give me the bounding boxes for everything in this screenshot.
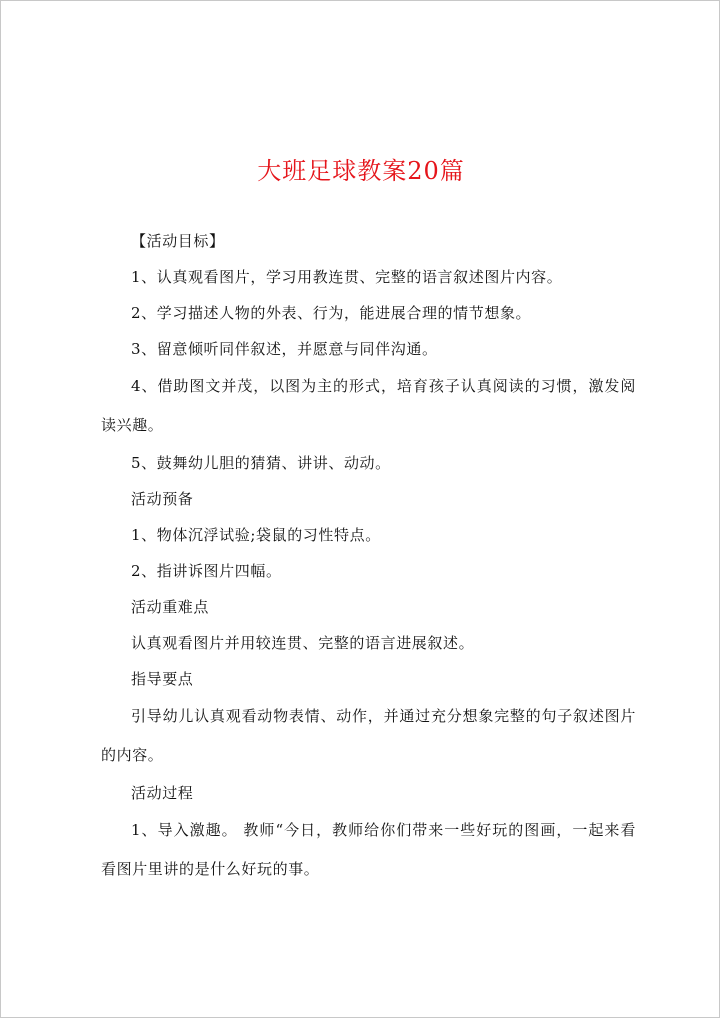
paragraph-goal-3: 3、留意倾听同伴叙述，并愿意与同伴沟通。 bbox=[131, 340, 438, 358]
paragraph-goal-4: 4、借助图文并茂，以图为主的形式，培育孩子认真阅读的习惯，激发阅读兴趣。 bbox=[101, 377, 636, 434]
paragraph-guidance-heading: 指导要点 bbox=[131, 670, 194, 688]
paragraph-activity-goals-heading: 【活动目标】 bbox=[131, 232, 225, 250]
paragraph-preparation-heading: 活动预备 bbox=[131, 490, 194, 508]
document-title: 大班足球教案20篇 bbox=[257, 157, 465, 185]
paragraph-preparation-2: 2、指讲诉图片四幅。 bbox=[131, 562, 282, 580]
paragraph-process-1: 1、导入激趣。 教师“今日，教师给你们带来一些好玩的图画，一起来看看图片里讲的是什么好玩的事。 bbox=[101, 821, 636, 878]
paragraph-key-points: 认真观看图片并用较连贯、完整的语言进展叙述。 bbox=[131, 634, 475, 652]
paragraph-goal-1: 1、认真观看图片，学习用教连贯、完整的语言叙述图片内容。 bbox=[131, 268, 563, 286]
paragraph-goal-5: 5、鼓舞幼儿胆的猜猜、讲讲、动动。 bbox=[131, 454, 391, 472]
paragraph-goal-2: 2、学习描述人物的外表、行为，能进展合理的情节想象。 bbox=[131, 304, 532, 322]
paragraph-guidance: 引导幼儿认真观看动物表情、动作，并通过充分想象完整的句子叙述图片的内容。 bbox=[101, 707, 636, 764]
paragraph-key-points-heading: 活动重难点 bbox=[131, 598, 210, 616]
document-body bbox=[101, 223, 636, 889]
paragraph-process-heading: 活动过程 bbox=[131, 784, 194, 802]
paragraph-preparation-1: 1、物体沉浮试验;袋鼠的习性特点。 bbox=[131, 526, 381, 544]
